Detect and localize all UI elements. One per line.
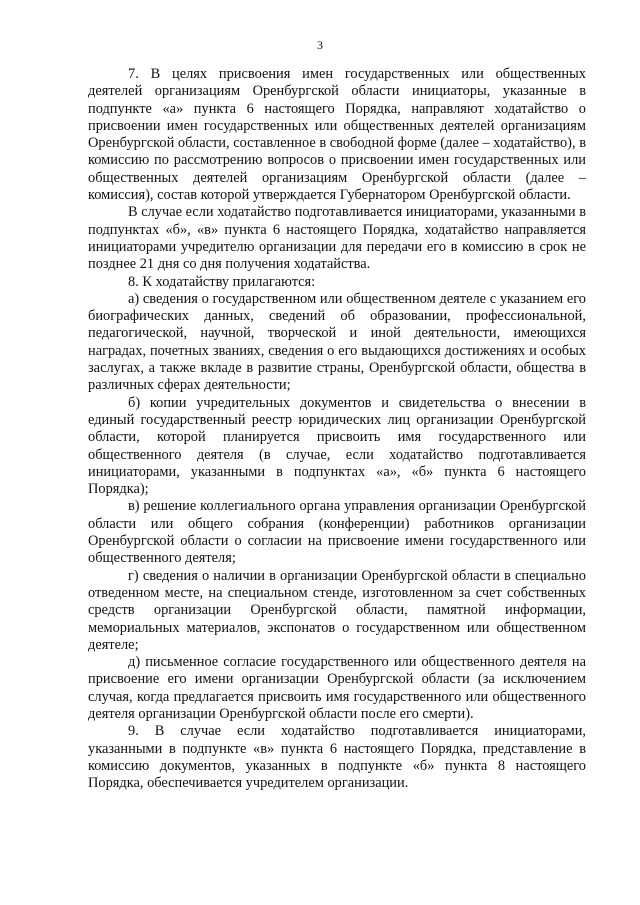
paragraph-item-9: 9. В случае если ходатайство подготавливается инициаторами, указанными в подпункте «в» пункта 6 настоящего Порядка, представление в комиссию документов, указанных в подпункте «б» пункта 8 настоящего Порядка, обеспечивается учредителем организации.: [88, 723, 586, 792]
subparagraph-a: а) сведения о государственном или общественном деятеле с указанием его биографических данных, сведений об образовании, профессиональной, педагогической, научной, творческой и иной деятельности, имеющихся наградах, почетных званиях, сведения о его выдающихся достижениях и особых заслугах, а также вкладе в развитие страны, Оренбургской области, общества в различных сферах деятельности;: [88, 290, 586, 394]
subparagraph-b: б) копии учредительных документов и свидетельства о внесении в единый государственный реестр юридических лиц организации Оренбургской области, которой планируется присвоить имя государственного или общественного деятеля (в случае, если ходатайство подготавливается инициаторами, указанными в подпунктах «а», «б» пункта 6 настоящего Порядка);: [88, 394, 586, 498]
paragraph-item-7-continuation: В случае если ходатайство подготавливается инициаторами, указанными в подпунктах «б», «в» пункта 6 настоящего Порядка, ходатайство направляется инициаторами учредителю организации для передачи его в комиссию в срок не позднее 21 дня со дня получения ходатайства.: [88, 204, 586, 273]
paragraph-item-8-heading: 8. К ходатайству прилагаются:: [128, 273, 316, 290]
subparagraph-d: д) письменное согласие государственного или общественного деятеля на присвоение его имени организации Оренбургской области (за исключением случая, когда предлагается присвоить имя государственного или общественного деятеля организации Оренбургской области после его смерти).: [88, 654, 586, 722]
document-body: [88, 66, 586, 792]
subparagraph-g: г) сведения о наличии в организации Оренбургской области в специально отведенном месте, на специальном стенде, изготовленном за счет собственных средств организации Оренбургской области, памятной информации, мемориальных материалов, экспонатов о государственном или общественном деятеле;: [88, 567, 586, 653]
paragraph-item-7: 7. В целях присвоения имен государственных или общественных деятелей организациям Оренбургской области инициаторы, указанные в подпункте «а» пункта 6 настоящего Порядка, направляют ходатайство о присвоении имен государственных или общественных деятелей организациям Оренбургской области, составленное в свободной форме (далее – ходатайство), в комиссию по рассмотрению вопросов о присвоении имен государственных или общественных деятелей организациям Оренбургской области (далее – комиссия), состав которой утверждается Губернатором Оренбургской области.: [88, 66, 586, 204]
page-number: 3: [317, 38, 323, 52]
subparagraph-v: в) решение коллегиального органа управления организации Оренбургской области или общего собрания (конференции) работников организации Оренбургской области о согласии на присвоение имени государственного или общественного деятеля;: [88, 498, 586, 567]
